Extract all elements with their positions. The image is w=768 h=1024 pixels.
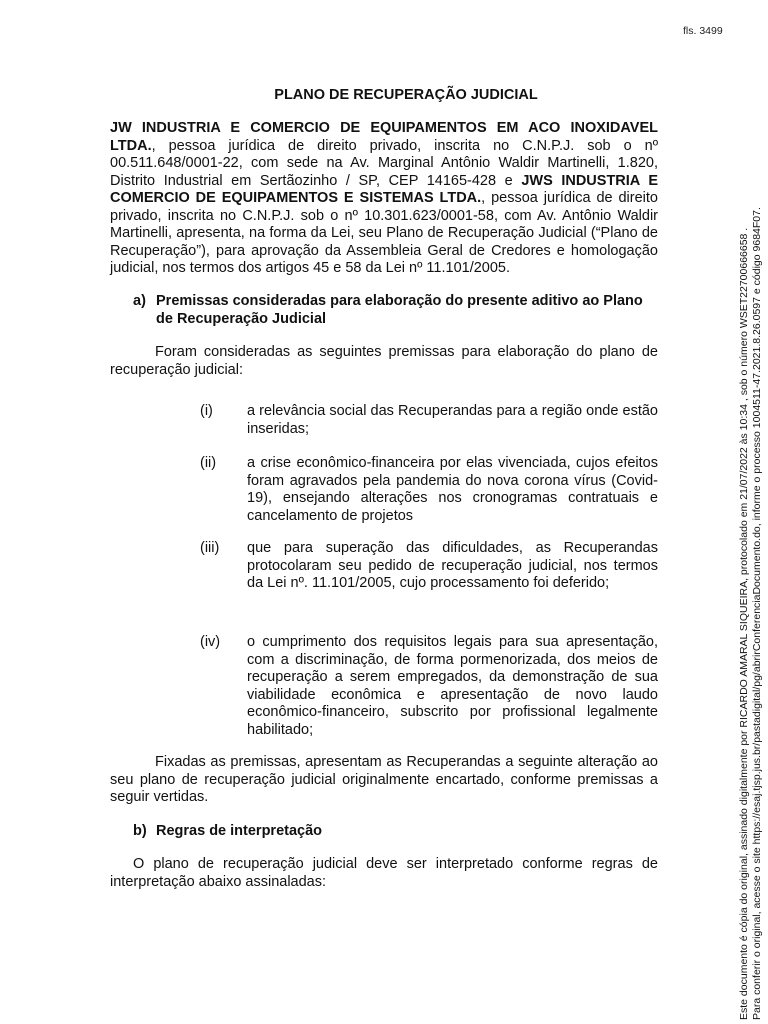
section-a-closing: Fixadas as premissas, apresentam as Recuperandas a seguinte alteração ao seu plano de recuperação judicial originalmente encartado, conforme premissas a seguir vertidas. — [110, 754, 658, 805]
list-item-text: a relevância social das Recuperandas para a região onde estão inseridas; — [247, 403, 658, 437]
intro-text-1: , pessoa jurídica de direito privado, inscrita no C.N.P.J. sob o nº 00.511.648/0001-22, com sede na Av. Marginal Antônio Waldir Martinelli, 1.820, Distrito Industrial em Sertãozinho / SP, CEP 14165-428 e — [110, 137, 658, 189]
intro-paragraph — [110, 120, 658, 278]
signature-note-line-2: Para conferir o original, acesse o site https://esaj.tjsp.jus.br/pastadigital/pg/abrirConferenciaDocumento.do, informe o processo 1004511-47.2021.8.26.0597 e código 9684F07. — [750, 207, 763, 1020]
section-b-title: Regras de interpretação — [156, 823, 323, 839]
section-b-intro: O plano de recuperação judicial deve ser interpretado conforme regras de interpretação abaixo assinaladas: — [110, 856, 658, 890]
list-item-number: (iv) — [200, 634, 221, 650]
section-b-letter: b) — [133, 823, 147, 839]
section-a-heading — [133, 293, 663, 328]
document-title: PLANO DE RECUPERAÇÃO JUDICIAL — [274, 87, 538, 103]
list-item-text: o cumprimento dos requisitos legais para sua apresentação, com a discriminação, de forma pormenorizada, dos meios de recuperação a serem empregados, da demonstração de sua viabilidade econômica e apresentação de novo laudo econômico-financeiro, subscrito por profissional legalmente habilitado; — [247, 634, 658, 738]
section-b-heading — [133, 823, 663, 841]
page-number: fls. 3499 — [683, 25, 723, 37]
list-item-text: a crise econômico-financeira por elas vivenciada, cujos efeitos foram agravados pela pandemia do nova corona vírus (Covid-19), ensejando alterações nos cronogramas contratuais e cancelamento de projetos — [247, 455, 658, 524]
intro-text-2: , pessoa jurídica de direito privado, inscrita no C.N.P.J. sob o nº 10.301.623/0001-58, com Av. Antônio Waldir Martinelli, apresenta, na forma da Lei, seu Plano de Recuperação Judicial (“Plano de Recuperação”), para aprovação da Assembleia Geral de Credores e homologação judicial, nos termos dos artigos 45 e 58 da Lei nº 11.101/2005. — [110, 190, 658, 276]
signature-note-line-1: Este documento é cópia do original, assinado digitalmente por RICARDO AMARAL SIQUEIRA, protocolado em 21/07/2022 às 10:34 , sob o número WSET22700666658 . — [738, 227, 750, 1020]
company-name-1: JW INDUSTRIA E COMERCIO DE EQUIPAMENTOS EM ACO INOXIDAVEL LTDA. — [110, 120, 658, 154]
digital-signature-note — [738, 160, 763, 1020]
section-a-letter: a) — [133, 293, 146, 309]
section-a-intro: Foram consideradas as seguintes premissas para elaboração do plano de recuperação judicial: — [110, 344, 658, 378]
section-a-title: Premissas consideradas para elaboração do presente aditivo ao Plano de Recuperação Judicial — [156, 293, 643, 327]
list-item-text: que para superação das dificuldades, as Recuperandas protocolaram seu pedido de recuperação judicial, nos termos da Lei nº. 11.101/2005, cujo processamento foi deferido; — [247, 540, 658, 591]
company-name-2: JWS INDUSTRIA E COMERCIO DE EQUIPAMENTOS E SISTEMAS LTDA. — [110, 172, 658, 206]
list-item-number: (ii) — [200, 455, 217, 471]
list-item-number: (i) — [200, 403, 213, 419]
list-item-number: (iii) — [200, 540, 220, 556]
